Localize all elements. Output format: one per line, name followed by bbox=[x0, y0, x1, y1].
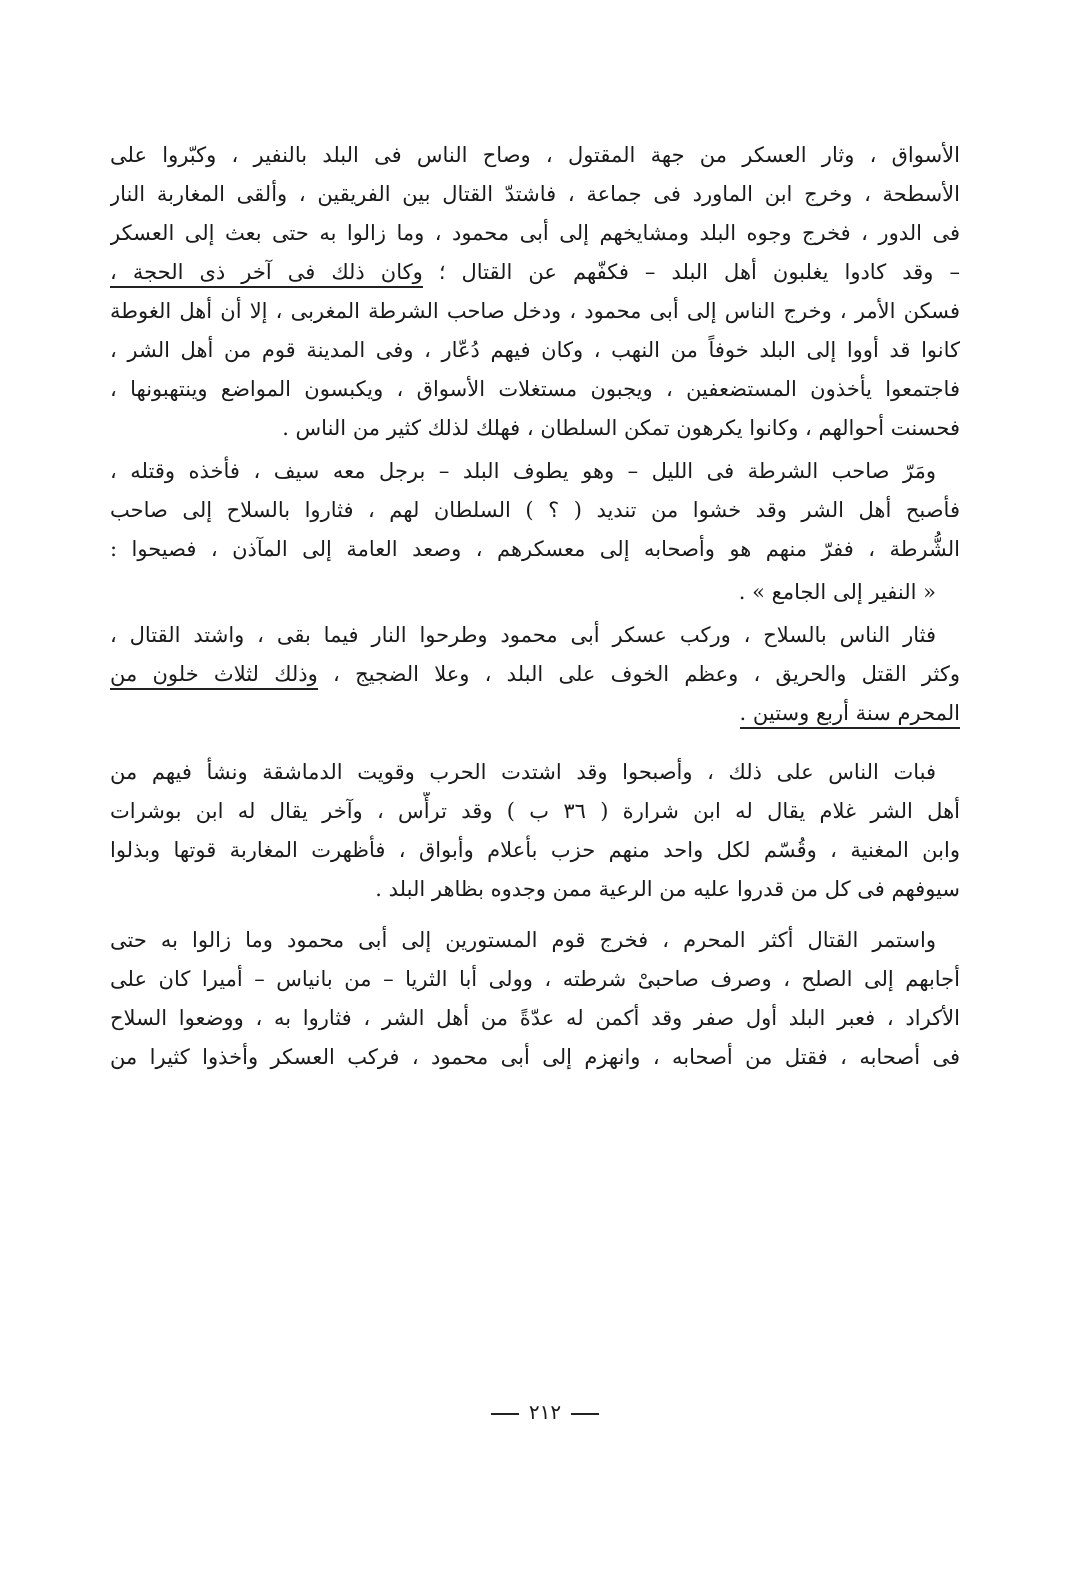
paragraph-3 bbox=[110, 573, 960, 612]
document-page bbox=[110, 136, 960, 1077]
text-line: واستمر القتال أكثر المحرم ، فخرج قوم المستورين إلى أبى محمود وما زالوا به حتى bbox=[110, 928, 936, 952]
underlined-text: وذلك لثلاث خلون من bbox=[110, 662, 318, 690]
text-line: أجابهم إلى الصلح ، وصرف صاحبىْ شرطته ، وولى أبا الثريا – من بانياس – أميرا كان على bbox=[110, 967, 960, 991]
text-line: الشُّرطة ، ففرّ منهم هو وأصحابه إلى معسكرهم ، وصعد العامة إلى المآذن ، فصيحوا : bbox=[110, 537, 960, 561]
footer-dash-right bbox=[571, 1413, 599, 1415]
text-line: فأصبح أهل الشر وقد خشوا من تنديد ( ؟ ) السلطان لهم ، فثاروا بالسلاح إلى صاحب bbox=[110, 498, 960, 522]
page-footer bbox=[0, 1400, 1090, 1424]
paragraph-4 bbox=[110, 616, 960, 733]
paragraph-1 bbox=[110, 136, 960, 448]
text-segment: وكثر القتل والحريق ، وعظم الخوف على البلد ، وعلا الضجيج ، bbox=[333, 662, 960, 686]
text-line-with-underline bbox=[110, 694, 960, 733]
text-line: الأسواق ، وثار العسكر من جهة المقتول ، وصاح الناس فى البلد بالنفير ، وكبّروا على bbox=[110, 143, 960, 167]
text-line: فحسنت أحوالهم ، وكانوا يكرهون تمكن السلطان ، فهلك لذلك كثير من الناس . bbox=[282, 416, 960, 440]
text-line-with-underline bbox=[110, 253, 960, 292]
text-line: « النفير إلى الجامع » . bbox=[738, 580, 936, 604]
footer-dash-left bbox=[491, 1413, 519, 1415]
text-line: فى أصحابه ، فقتل من أصحابه ، وانهزم إلى أبى محمود ، فركب العسكر وأخذوا كثيرا من bbox=[110, 1045, 960, 1069]
underlined-text: المحرم سنة أربع وستين . bbox=[740, 701, 960, 729]
text-line: سيوفهم فى كل من قدروا عليه من الرعية ممن وجدوه بظاهر البلد . bbox=[375, 877, 960, 901]
text-line: ومَرّ صاحب الشرطة فى الليل – وهو يطوف البلد – برجل معه سيف ، فأخذه وقتله ، bbox=[110, 459, 936, 483]
text-line: الأكراد ، فعبر البلد أول صفر وقد أكمن له عدّةً من أهل الشر ، فثاروا به ، ووضعوا السلاح bbox=[110, 1006, 960, 1030]
text-line: كانوا قد أووا إلى البلد خوفاً من النهب ، وكان فيهم دُعّار ، وفى المدينة قوم من أهل الشر ، bbox=[110, 338, 960, 362]
text-line: فاجتمعوا يأخذون المستضعفين ، ويجبون مستغلات الأسواق ، ويكبسون المواضع وينتهبونها ، bbox=[110, 377, 960, 401]
text-segment: – وقد كادوا يغلبون أهل البلد – فكفّهم عن القتال ؛ bbox=[438, 260, 960, 284]
text-line: فبات الناس على ذلك ، وأصبحوا وقد اشتدت الحرب وقويت الدماشقة ونشأ فيهم من bbox=[110, 760, 936, 784]
text-line: فثار الناس بالسلاح ، وركب عسكر أبى محمود وطرحوا النار فيما بقى ، واشتد القتال ، bbox=[110, 623, 936, 647]
text-line: أهل الشر غلام يقال له ابن شرارة ( ٣٦ ب ) وقد ترأّس ، وآخر يقال له ابن بوشرات bbox=[110, 799, 960, 823]
text-line: فسكن الأمر ، وخرج الناس إلى أبى محمود ، ودخل صاحب الشرطة المغربى ، إلا أن أهل الغوطة bbox=[110, 299, 960, 323]
page-number: ٢١٢ bbox=[528, 1400, 562, 1424]
text-line: فى الدور ، فخرج وجوه البلد ومشايخهم إلى أبى محمود ، وما زالوا به حتى بعث إلى العسكر bbox=[110, 221, 960, 245]
underlined-text: وكان ذلك فى آخر ذى الحجة ، bbox=[110, 260, 423, 288]
text-line-with-underline bbox=[110, 655, 960, 694]
text-line: الأسطحة ، وخرج ابن الماورد فى جماعة ، فاشتدّ القتال بين الفريقين ، وألقى المغاربة النار bbox=[110, 182, 960, 206]
text-line: وابن المغنية ، وقُسّم لكل واحد منهم حزب بأعلام وأبواق ، فأظهرت المغاربة قوتها وبذلوا bbox=[110, 838, 960, 862]
paragraph-5 bbox=[110, 753, 960, 909]
paragraph-2 bbox=[110, 452, 960, 569]
paragraph-6 bbox=[110, 921, 960, 1077]
